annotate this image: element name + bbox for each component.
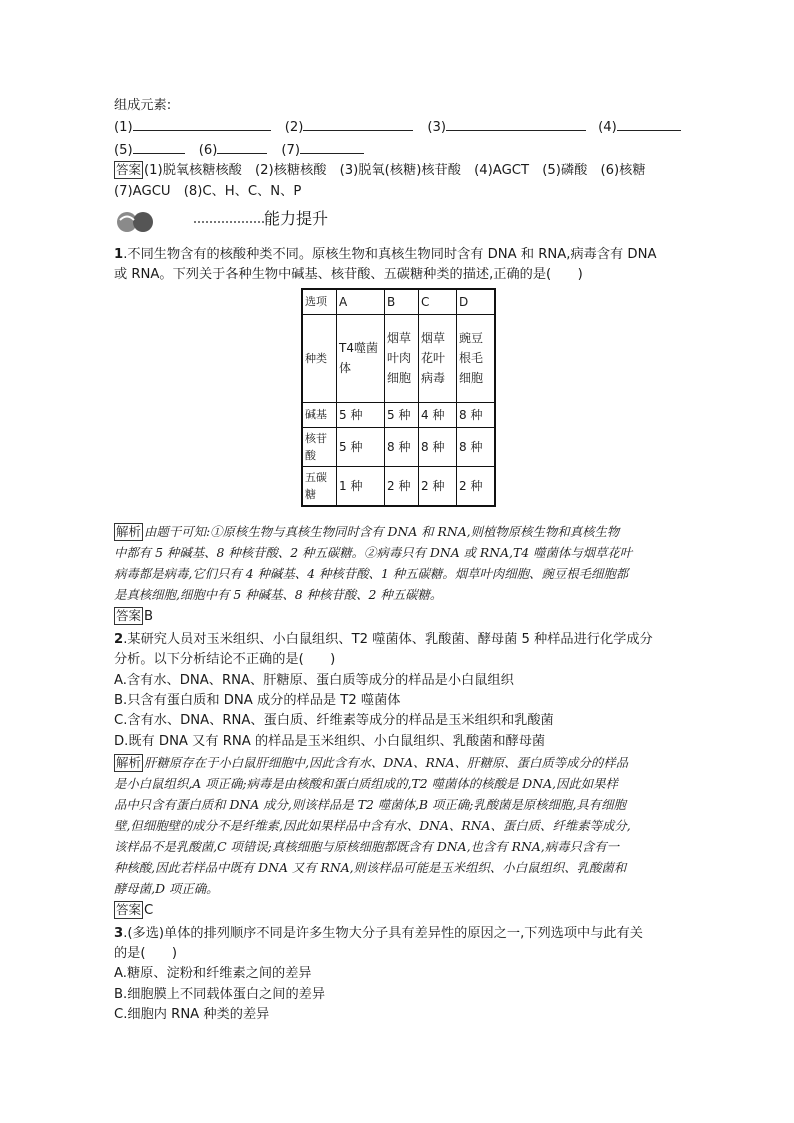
table-cell: 烟草花叶病毒	[419, 314, 457, 402]
table-cell: 8 种	[457, 427, 496, 466]
answer-tag: 答案	[116, 608, 142, 624]
option-d[interactable]: D.既有 DNA 又有 RNA 的样品是玉米组织、小白鼠组织、乳酸菌和酵母菌	[114, 733, 546, 749]
answer-blank[interactable]	[217, 139, 267, 154]
answer-blank[interactable]	[617, 116, 681, 131]
question-stem: .(多选)单体的排列顺序不同是许多生物大分子具有差异性的原因之一,下列选项中与此有关	[123, 925, 643, 941]
table-cell: 豌豆根毛细胞	[457, 314, 496, 402]
table-cell: 4 种	[419, 402, 457, 427]
question-number: 3	[114, 925, 124, 941]
table-cell: 8 种	[419, 427, 457, 466]
table-cell: 1 种	[337, 466, 385, 506]
answer-blank[interactable]	[446, 116, 586, 131]
answer-line	[114, 901, 684, 921]
answer-blank[interactable]	[303, 116, 413, 131]
solution-tag: 解析	[116, 524, 142, 540]
blank-label: (1)	[114, 120, 133, 136]
question-number: 1	[114, 247, 124, 263]
solution-text: 由题干可知:①原核生物与真核生物同时含有 DNA 和 RNA,则植物原核生物和真核生物	[144, 524, 620, 540]
solution-text: 病毒都是病毒,它们只有 4 种碱基、4 种核苷酸、1 种五碳糖。烟草叶肉细胞、豌豆根毛细胞都	[114, 566, 629, 582]
table-row	[302, 289, 495, 315]
answer-blank[interactable]	[300, 139, 364, 154]
solution-block	[114, 521, 684, 605]
table-cell: 8 种	[385, 427, 419, 466]
composition-answer-line-1	[114, 161, 684, 181]
species-comparison-table	[301, 288, 496, 508]
question-stem: 分析。以下分析结论不正确的是( )	[114, 652, 336, 668]
section-header	[114, 207, 684, 237]
answer-tag: 答案	[116, 162, 142, 178]
question-2	[114, 630, 684, 922]
solution-text: 酵母菌,D 项正确。	[114, 881, 219, 897]
question-stem: .某研究人员对玉米组织、小白鼠组织、T2 噬菌体、乳酸菌、酵母菌 5 种样品进行化学成分	[123, 631, 653, 647]
table-cell: 选项	[302, 289, 337, 315]
table-cell: 烟草叶肉细胞	[385, 314, 419, 402]
table-cell: 5 种	[337, 402, 385, 427]
table-row	[302, 402, 495, 427]
blank-label: (3)	[427, 120, 447, 136]
answer-value: B	[144, 609, 154, 625]
option-a[interactable]: A.含有水、DNA、RNA、肝糖原、蛋白质等成分的样品是小白鼠组织	[114, 672, 514, 688]
table-cell: 5 种	[385, 402, 419, 427]
option-b[interactable]: B.细胞膜上不同载体蛋白之间的差异	[114, 986, 326, 1002]
table-cell: A	[337, 289, 385, 315]
option-a[interactable]: A.糖原、淀粉和纤维素之间的差异	[114, 966, 312, 982]
table-cell: 2 种	[457, 466, 496, 506]
question-stem: .不同生物含有的核酸种类不同。原核生物和真核生物同时含有 DNA 和 RNA,病毒含有 DNA	[123, 247, 657, 263]
solution-text: 中都有 5 种碱基、8 种核苷酸、2 种五碳糖。②病毒只有 DNA 或 RNA,T4 噬菌体与烟草花叶	[114, 545, 633, 561]
answer-text: (1)脱氧核糖核酸 (2)核糖核酸 (3)脱氧(核糖)核苷酸 (4)AGCT (5)磷酸 (6)核糖	[144, 163, 646, 179]
table-cell: T4噬菌体	[337, 314, 385, 402]
table-cell: C	[419, 289, 457, 315]
answer-blank[interactable]	[133, 139, 185, 154]
blank-label: (7)	[281, 142, 301, 158]
composition-heading: 组成元素:	[114, 98, 172, 113]
section-badge-icon	[116, 211, 154, 233]
table-cell: 碱基	[302, 402, 337, 427]
blank-label: (4)	[598, 120, 617, 136]
table-cell: 8 种	[457, 402, 496, 427]
solution-text: 品中只含有蛋白质和 DNA 成分,则该样品是 T2 噬菌体,B 项正确;乳酸菌是原核细胞,具有细胞	[114, 797, 626, 813]
solution-text: 是小白鼠组织,A 项正确;病毒是由核酸和蛋白质组成的,T2 噬菌体的核酸是 DNA,因此如果样	[114, 776, 618, 792]
question-number: 2	[114, 631, 124, 647]
solution-tag: 解析	[116, 755, 142, 771]
blank-row-1	[114, 116, 684, 138]
question-stem: 或 RNA。下列关于各种生物中碱基、核苷酸、五碳糖种类的描述,正确的是( )	[114, 267, 583, 283]
table-cell: 2 种	[385, 466, 419, 506]
question-3	[114, 924, 684, 1026]
table-row	[302, 427, 495, 466]
solution-text: 该样品不是乳酸菌,C 项错误;真核细胞与原核细胞都既含有 DNA,也含有 RNA,病毒只含有一	[114, 839, 620, 855]
answer-blank[interactable]	[133, 116, 271, 131]
solution-text: 种核酸,因此若样品中既有 DNA 又有 RNA,则该样品可能是玉米组织、小白鼠组织、乳酸菌和	[114, 860, 627, 876]
blank-label: (6)	[198, 142, 218, 158]
option-b[interactable]: B.只含有蛋白质和 DNA 成分的样品是 T2 噬菌体	[114, 692, 401, 708]
option-c[interactable]: C.细胞内 RNA 种类的差异	[114, 1007, 270, 1023]
table-cell: 核苷酸	[302, 427, 337, 466]
composition-answer-line-2: (7)AGCU (8)C、H、C、N、P	[114, 183, 302, 199]
solution-text: 壁,但细胞壁的成分不是纤维素,因此如果样品中含有水、DNA、RNA、蛋白质、纤维素等成分,	[114, 818, 631, 834]
table-cell: 五碳糖	[302, 466, 337, 506]
solution-block	[114, 752, 684, 899]
option-c[interactable]: C.含有水、DNA、RNA、蛋白质、纤维素等成分的样品是玉米组织和乳酸菌	[114, 713, 554, 729]
blank-label: (2)	[284, 120, 304, 136]
section-title: 能力提升	[264, 209, 329, 229]
table-cell: 2 种	[419, 466, 457, 506]
section-dotted-leader	[194, 221, 264, 223]
worksheet-page	[114, 96, 684, 1026]
solution-text: 肝糖原存在于小白鼠肝细胞中,因此含有水、DNA、RNA、肝糖原、蛋白质等成分的样品	[144, 755, 629, 771]
table-row	[302, 314, 495, 402]
answer-tag: 答案	[116, 902, 142, 918]
table-cell: 种类	[302, 314, 337, 402]
answer-line	[114, 607, 684, 627]
table-cell: B	[385, 289, 419, 315]
table-cell: 5 种	[337, 427, 385, 466]
question-1	[114, 245, 684, 628]
solution-text: 是真核细胞,细胞中有 5 种碱基、8 种核苷酸、2 种五碳糖。	[114, 587, 443, 603]
table-cell: D	[457, 289, 496, 315]
blank-label: (5)	[114, 142, 133, 158]
answer-value: C	[144, 903, 154, 919]
table-row	[302, 466, 495, 506]
question-stem: 的是( )	[114, 946, 178, 961]
blank-row-2	[114, 139, 684, 161]
